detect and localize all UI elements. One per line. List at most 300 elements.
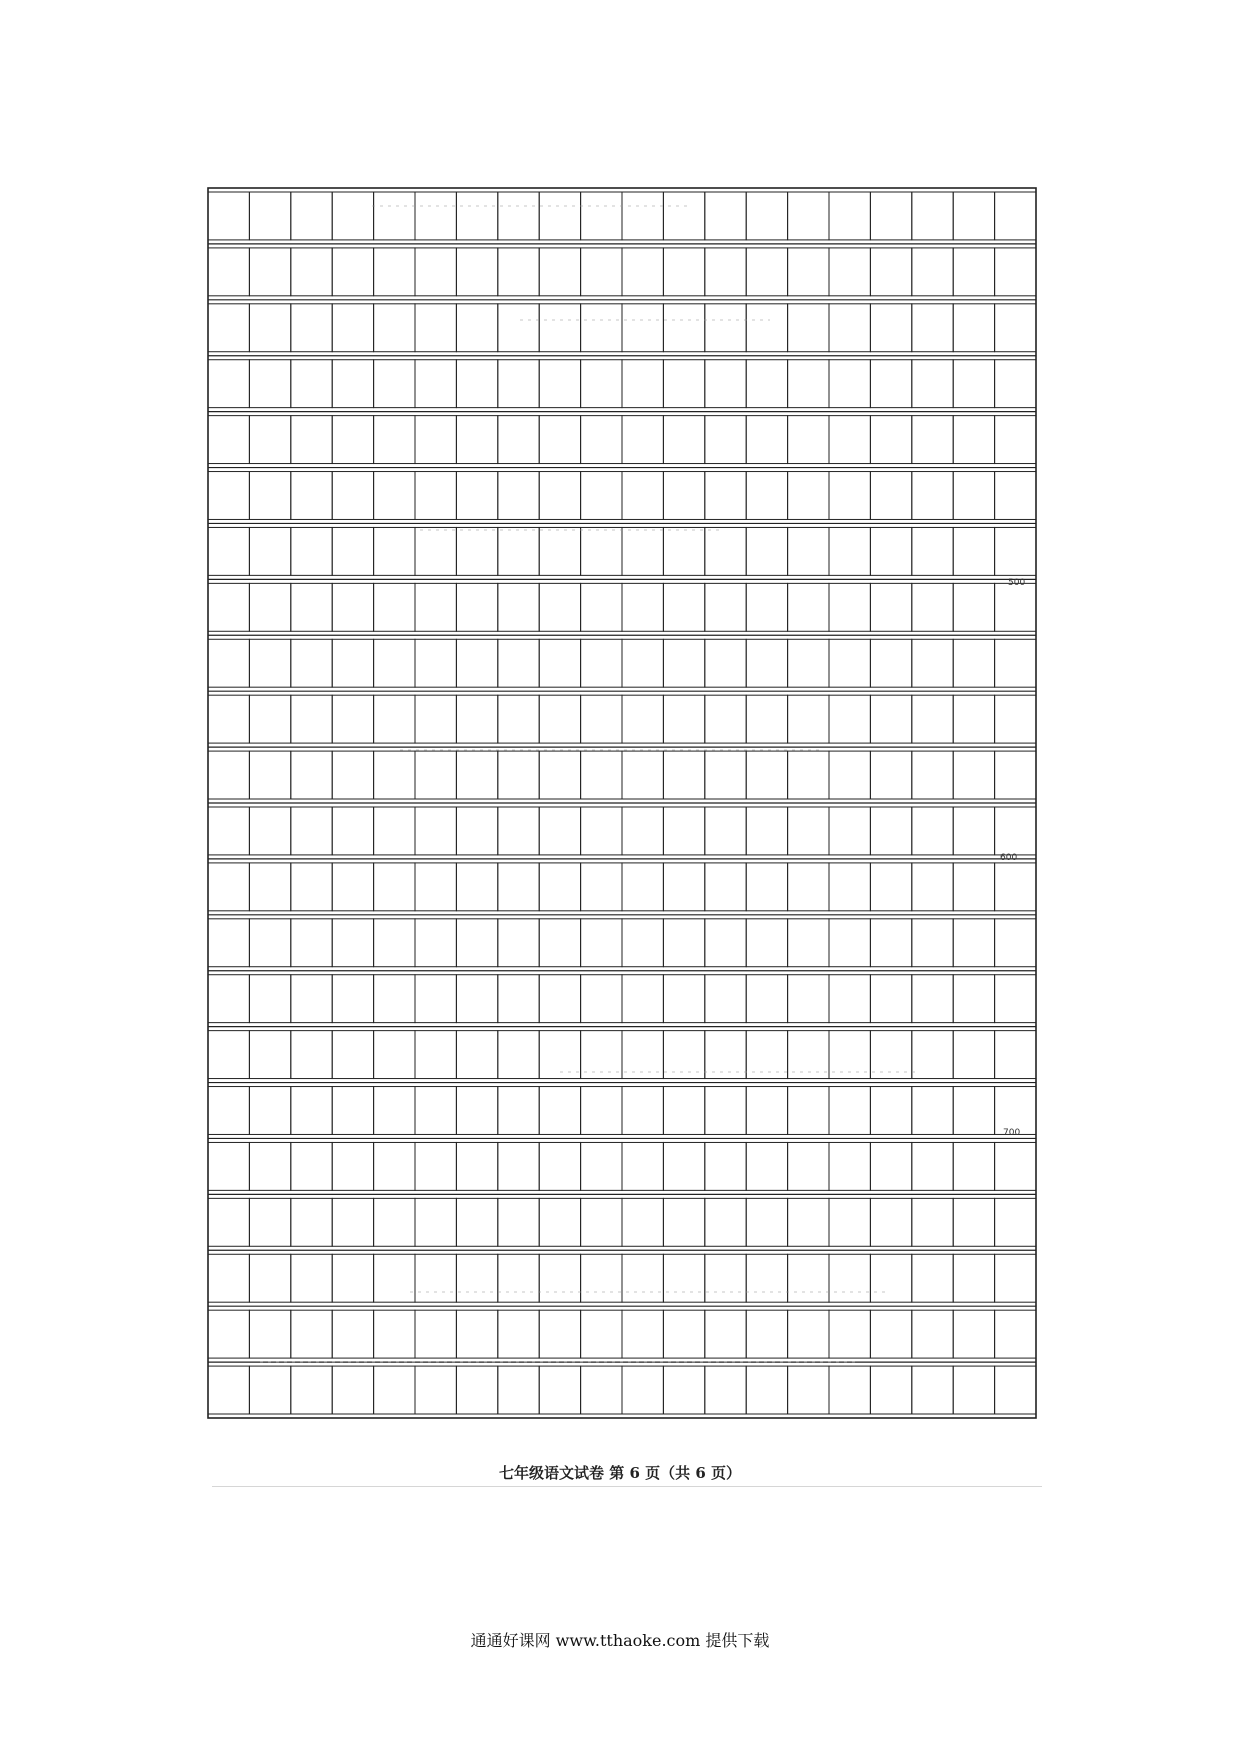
grid-cell xyxy=(788,472,829,520)
grid-cell xyxy=(622,1366,663,1414)
grid-cell xyxy=(788,1087,829,1135)
grid-row xyxy=(208,919,1036,967)
grid-cell xyxy=(746,695,787,743)
grid-cell xyxy=(995,975,1036,1023)
grid-cell xyxy=(374,192,415,240)
grid-cell xyxy=(456,1254,497,1302)
grid-cell xyxy=(539,304,580,352)
grid-cell xyxy=(208,1031,249,1079)
grid-cell xyxy=(829,751,870,799)
grid-cell xyxy=(249,527,290,575)
grid-cell xyxy=(705,360,746,408)
grid-cell xyxy=(456,248,497,296)
grid-cell xyxy=(746,1087,787,1135)
grid-cell xyxy=(953,248,994,296)
grid-cell xyxy=(415,695,456,743)
grid-cell xyxy=(249,695,290,743)
grid-cell xyxy=(870,360,911,408)
grid-cell xyxy=(581,751,622,799)
grid-cell xyxy=(912,863,953,911)
grid-cell xyxy=(663,1031,704,1079)
grid-cell xyxy=(415,192,456,240)
grid-cell xyxy=(291,695,332,743)
grid-cell xyxy=(995,639,1036,687)
word-count-mark-600: 600 xyxy=(1000,853,1018,863)
grid-cell xyxy=(622,751,663,799)
grid-cell xyxy=(912,1310,953,1358)
grid-cell xyxy=(208,1198,249,1246)
grid-cell xyxy=(622,919,663,967)
grid-cell xyxy=(332,583,373,631)
grid-cell xyxy=(498,304,539,352)
grid-cell xyxy=(456,807,497,855)
grid-cell xyxy=(829,1142,870,1190)
grid-cell xyxy=(746,1254,787,1302)
grid-cell xyxy=(374,975,415,1023)
grid-cell xyxy=(374,1031,415,1079)
grid-row xyxy=(208,1310,1036,1358)
grid-cell xyxy=(415,248,456,296)
grid-cell xyxy=(995,472,1036,520)
grid-cell xyxy=(953,192,994,240)
grid-cell xyxy=(332,1254,373,1302)
grid-cell xyxy=(829,1310,870,1358)
grid-cell xyxy=(705,416,746,464)
grid-cell xyxy=(498,975,539,1023)
grid-cell xyxy=(870,583,911,631)
grid-cell xyxy=(705,1366,746,1414)
grid-cell xyxy=(498,192,539,240)
grid-cell xyxy=(456,360,497,408)
grid-cell xyxy=(415,416,456,464)
grid-cell xyxy=(829,1254,870,1302)
grid-cell xyxy=(208,416,249,464)
grid-cell xyxy=(581,1310,622,1358)
grid-cell xyxy=(995,416,1036,464)
grid-cell xyxy=(663,751,704,799)
grid-cell xyxy=(953,975,994,1023)
grid-cell xyxy=(208,1366,249,1414)
grid-cell xyxy=(746,304,787,352)
grid-cell xyxy=(788,248,829,296)
grid-cell xyxy=(953,919,994,967)
grid-cell xyxy=(498,472,539,520)
grid-cell xyxy=(746,192,787,240)
grid-cell xyxy=(374,1366,415,1414)
grid-cell xyxy=(746,360,787,408)
grid-row xyxy=(208,1366,1036,1414)
grid-cell xyxy=(829,975,870,1023)
grid-cell xyxy=(829,416,870,464)
grid-cell xyxy=(498,919,539,967)
grid-cell xyxy=(663,919,704,967)
grid-cell xyxy=(374,919,415,967)
grid-cell xyxy=(498,695,539,743)
grid-cell xyxy=(456,472,497,520)
grid-cell xyxy=(581,639,622,687)
grid-cell xyxy=(995,1310,1036,1358)
grid-cell xyxy=(291,1310,332,1358)
grid-row xyxy=(208,248,1036,296)
grid-row xyxy=(208,639,1036,687)
grid-cell xyxy=(539,583,580,631)
grid-cell xyxy=(705,1310,746,1358)
grid-cell xyxy=(829,527,870,575)
grid-cell xyxy=(788,695,829,743)
grid-cell xyxy=(788,919,829,967)
grid-cell xyxy=(291,1142,332,1190)
grid-cell xyxy=(539,695,580,743)
grid-cell xyxy=(870,807,911,855)
grid-cell xyxy=(829,192,870,240)
grid-cell xyxy=(415,1198,456,1246)
grid-cell xyxy=(208,192,249,240)
grid-cell xyxy=(870,863,911,911)
grid-cell xyxy=(291,416,332,464)
page-label: 七年级语文试卷 第 6 页（共 6 页） xyxy=(499,1464,741,1482)
grid-cell xyxy=(456,975,497,1023)
grid-cell xyxy=(870,1142,911,1190)
grid-cell xyxy=(415,1254,456,1302)
grid-cell xyxy=(829,1198,870,1246)
grid-cell xyxy=(705,919,746,967)
grid-row xyxy=(208,304,1036,352)
grid-row xyxy=(208,1142,1036,1190)
grid-cell xyxy=(415,639,456,687)
grid-cell xyxy=(374,1198,415,1246)
grid-cell xyxy=(415,583,456,631)
grid-cell xyxy=(995,919,1036,967)
grid-cell xyxy=(953,807,994,855)
grid-cell xyxy=(995,863,1036,911)
footer-note: 通通好课网 www.tthaoke.com 提供下载 xyxy=(470,1631,770,1650)
grid-cell xyxy=(705,639,746,687)
grid-row xyxy=(208,807,1036,855)
grid-cell xyxy=(995,1142,1036,1190)
grid-cell xyxy=(663,1198,704,1246)
grid-cell xyxy=(788,975,829,1023)
grid-cell xyxy=(498,416,539,464)
grid-cell xyxy=(622,304,663,352)
grid-cell xyxy=(912,1254,953,1302)
grid-cell xyxy=(456,919,497,967)
grid-cell xyxy=(788,1198,829,1246)
grid-cell xyxy=(663,863,704,911)
grid-cell xyxy=(912,751,953,799)
grid-cell xyxy=(581,1366,622,1414)
grid-cell xyxy=(995,248,1036,296)
grid-cell xyxy=(581,304,622,352)
grid-cell xyxy=(746,416,787,464)
grid-cell xyxy=(870,1310,911,1358)
grid-cell xyxy=(995,807,1036,855)
grid-cell xyxy=(498,1142,539,1190)
grid-cell xyxy=(208,248,249,296)
grid-cell xyxy=(332,1087,373,1135)
grid-cell xyxy=(705,248,746,296)
grid-cell xyxy=(870,527,911,575)
grid-cell xyxy=(374,472,415,520)
grid-cell xyxy=(829,248,870,296)
grid-cell xyxy=(332,472,373,520)
grid-cell xyxy=(539,192,580,240)
grid-cell xyxy=(953,1087,994,1135)
word-count-mark-500: 500 xyxy=(1008,578,1026,588)
word-count-mark-700: 700 xyxy=(1003,1128,1021,1138)
grid-cell xyxy=(705,1198,746,1246)
grid-cell xyxy=(291,527,332,575)
grid-cell xyxy=(870,416,911,464)
grid-cell xyxy=(498,751,539,799)
grid-cell xyxy=(581,919,622,967)
grid-cell xyxy=(912,1142,953,1190)
grid-cell xyxy=(581,527,622,575)
grid-cell xyxy=(249,248,290,296)
grid-cell xyxy=(912,192,953,240)
grid-cell xyxy=(249,1198,290,1246)
grid-cell xyxy=(415,360,456,408)
grid-cell xyxy=(332,1198,373,1246)
grid-cell xyxy=(788,192,829,240)
grid-cell xyxy=(995,751,1036,799)
grid-cell xyxy=(291,192,332,240)
grid-cell xyxy=(208,527,249,575)
grid-cell xyxy=(829,919,870,967)
grid-cell xyxy=(291,248,332,296)
grid-cell xyxy=(332,639,373,687)
grid-cell xyxy=(539,863,580,911)
grid-cell xyxy=(870,1087,911,1135)
grid-cell xyxy=(291,807,332,855)
grid-cell xyxy=(622,527,663,575)
grid-cell xyxy=(870,192,911,240)
grid-cell xyxy=(870,919,911,967)
grid-cell xyxy=(456,1310,497,1358)
grid-cell xyxy=(622,192,663,240)
grid-row xyxy=(208,1031,1036,1079)
grid-cell xyxy=(498,807,539,855)
grid-row xyxy=(208,527,1036,575)
grid-cell xyxy=(995,192,1036,240)
grid-cell xyxy=(539,639,580,687)
grid-cell xyxy=(415,1142,456,1190)
grid-cell xyxy=(208,1087,249,1135)
grid-cell xyxy=(291,1254,332,1302)
grid-cell xyxy=(208,975,249,1023)
grid-cell xyxy=(374,639,415,687)
grid-cell xyxy=(291,863,332,911)
grid-cell xyxy=(415,975,456,1023)
grid-cell xyxy=(415,1031,456,1079)
grid-cell xyxy=(291,919,332,967)
grid-cell xyxy=(291,583,332,631)
grid-cell xyxy=(870,248,911,296)
grid-row xyxy=(208,1087,1036,1135)
grid-cell xyxy=(995,1254,1036,1302)
grid-cell xyxy=(705,807,746,855)
grid-cell xyxy=(415,304,456,352)
grid-cell xyxy=(249,1087,290,1135)
grid-cell xyxy=(374,527,415,575)
grid-cell xyxy=(498,863,539,911)
grid-cell xyxy=(332,527,373,575)
grid-cell xyxy=(870,1366,911,1414)
grid-cell xyxy=(953,751,994,799)
grid-cell xyxy=(581,695,622,743)
grid-cell xyxy=(953,1031,994,1079)
grid-cell xyxy=(829,304,870,352)
grid-cell xyxy=(912,1031,953,1079)
grid-cell xyxy=(332,919,373,967)
grid-cell xyxy=(456,1031,497,1079)
grid-cell xyxy=(208,1142,249,1190)
grid-cell xyxy=(912,472,953,520)
grid-cell xyxy=(539,1366,580,1414)
grid-cell xyxy=(415,1087,456,1135)
grid-cell xyxy=(746,1031,787,1079)
grid-cell xyxy=(539,360,580,408)
grid-cell xyxy=(332,1310,373,1358)
grid-cell xyxy=(829,360,870,408)
grid-cell xyxy=(953,416,994,464)
grid-cell xyxy=(456,863,497,911)
grid-cell xyxy=(208,1254,249,1302)
grid-cell xyxy=(705,192,746,240)
grid-cell xyxy=(208,304,249,352)
grid-cell xyxy=(912,416,953,464)
grid-cell xyxy=(622,1254,663,1302)
grid-cell xyxy=(249,863,290,911)
grid-cell xyxy=(912,1198,953,1246)
grid-cell xyxy=(208,863,249,911)
grid-cell xyxy=(788,639,829,687)
grid-cell xyxy=(788,527,829,575)
grid-cell xyxy=(581,360,622,408)
grid-cell xyxy=(622,248,663,296)
grid-cell xyxy=(332,192,373,240)
grid-cell xyxy=(788,1310,829,1358)
grid-cell xyxy=(663,1366,704,1414)
grid-cell xyxy=(829,583,870,631)
grid-cell xyxy=(622,1310,663,1358)
grid-cell xyxy=(539,416,580,464)
grid-cell xyxy=(912,248,953,296)
grid-cell xyxy=(456,527,497,575)
grid-cell xyxy=(498,583,539,631)
grid-cell xyxy=(995,583,1036,631)
grid-cell xyxy=(498,1087,539,1135)
scan-noise-line xyxy=(212,1486,1042,1487)
grid-cell xyxy=(953,1254,994,1302)
grid-cell xyxy=(291,751,332,799)
grid-cell xyxy=(705,751,746,799)
grid-cell xyxy=(829,1031,870,1079)
grid-cell xyxy=(498,639,539,687)
grid-cell xyxy=(995,695,1036,743)
grid-cell xyxy=(663,695,704,743)
grid-cell xyxy=(746,863,787,911)
grid-cell xyxy=(788,583,829,631)
grid-cell xyxy=(415,919,456,967)
grid-cell xyxy=(539,751,580,799)
grid-cell xyxy=(332,360,373,408)
grid-row xyxy=(208,360,1036,408)
grid-cell xyxy=(539,248,580,296)
grid-cell xyxy=(332,416,373,464)
grid-cell xyxy=(912,527,953,575)
grid-cell xyxy=(663,1142,704,1190)
grid-cell xyxy=(788,416,829,464)
grid-cell xyxy=(415,807,456,855)
grid-cell xyxy=(456,192,497,240)
grid-row xyxy=(208,695,1036,743)
grid-cell xyxy=(912,583,953,631)
grid-cell xyxy=(374,1254,415,1302)
grid-row xyxy=(208,975,1036,1023)
grid-cell xyxy=(415,472,456,520)
grid-cell xyxy=(539,1198,580,1246)
grid-cell xyxy=(291,1366,332,1414)
grid-cell xyxy=(829,807,870,855)
grid-cell xyxy=(746,527,787,575)
grid-cell xyxy=(291,639,332,687)
grid-cell xyxy=(746,751,787,799)
grid-cell xyxy=(870,695,911,743)
grid-cell xyxy=(912,360,953,408)
grid-cell xyxy=(374,416,415,464)
grid-cell xyxy=(374,1142,415,1190)
grid-cell xyxy=(581,1087,622,1135)
grid-cell xyxy=(415,1366,456,1414)
grid-cell xyxy=(870,1031,911,1079)
grid-cell xyxy=(208,919,249,967)
grid-cell xyxy=(705,527,746,575)
grid-cell xyxy=(663,975,704,1023)
grid-cell xyxy=(498,1310,539,1358)
grid-cell xyxy=(581,1031,622,1079)
grid-cell xyxy=(208,583,249,631)
grid-cell xyxy=(953,1142,994,1190)
grid-cell xyxy=(622,695,663,743)
grid-cell xyxy=(788,807,829,855)
grid-cell xyxy=(788,751,829,799)
grid-cell xyxy=(498,1031,539,1079)
grid-cell xyxy=(622,472,663,520)
grid-cell xyxy=(953,1366,994,1414)
grid-cell xyxy=(539,527,580,575)
grid-cell xyxy=(788,1366,829,1414)
grid-cell xyxy=(249,472,290,520)
grid-cell xyxy=(249,360,290,408)
grid-cell xyxy=(456,1142,497,1190)
grid-cell xyxy=(581,583,622,631)
grid-cell xyxy=(332,1366,373,1414)
grid-cell xyxy=(291,1031,332,1079)
grid-cell xyxy=(498,248,539,296)
grid-row xyxy=(208,583,1036,631)
grid-cell xyxy=(705,1087,746,1135)
grid-cell xyxy=(622,1087,663,1135)
grid-cell xyxy=(539,975,580,1023)
grid-cell xyxy=(581,1142,622,1190)
grid-cell xyxy=(374,1310,415,1358)
grid-cell xyxy=(746,583,787,631)
grid-cell xyxy=(746,1142,787,1190)
grid-cell xyxy=(456,1087,497,1135)
grid-cell xyxy=(539,1031,580,1079)
grid-cell xyxy=(622,807,663,855)
grid-cell xyxy=(995,527,1036,575)
